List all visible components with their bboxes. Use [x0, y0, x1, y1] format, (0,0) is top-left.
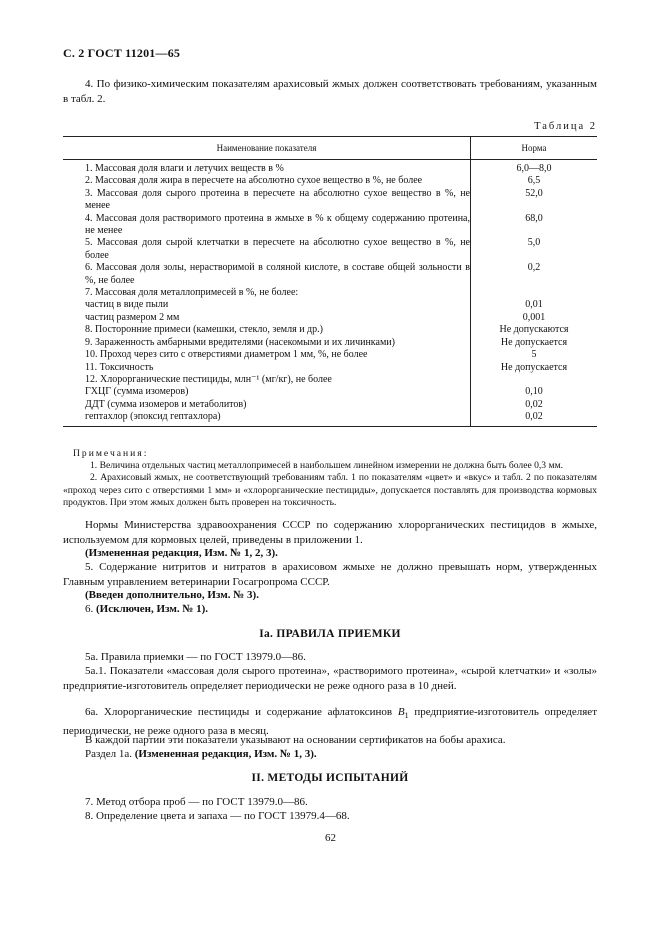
row-name: 12. Хлорорганические пестициды, млн⁻¹ (мг/кг), не более: [85, 373, 332, 385]
table-row: [63, 312, 597, 324]
paragraph-6a: 6а. Хлорорганические пестициды и содержание афлатоксинов $B_1$ предприятие-изготовитель определяет периодически, не реже одного раза в месяц.: [63, 706, 597, 737]
paragraph-5a1: 5а.1. Показатели «массовая доля сырого протеина», «растворимого протеина», «сырой клетчатки» и «золы» предприятие-изготовитель определяет периодически не реже одного раза в 10 дней.: [63, 665, 597, 692]
row-name: частиц в виде пыли: [85, 299, 169, 311]
section-heading-acceptance: Iа. ПРАВИЛА ПРИЕМКИ: [259, 628, 401, 640]
paragraph-5: 5. Содержание нитритов и нитратов в арахисовом жмыхе не должно превышать норм, утвержденных Главным управлением ветеринарии Госагропрома СССР.: [63, 561, 597, 588]
row-name: 3. Массовая доля сырого протеина в пересчете на абсолютно сухое вещество в %, не менее: [85, 187, 470, 212]
row-norm: 0,10: [525, 386, 543, 398]
amendment-note: (Введен дополнительно, Изм. № 3).: [85, 589, 259, 601]
table-row: [63, 337, 597, 349]
row-norm: Не допускается: [500, 361, 568, 373]
table-row: [63, 411, 597, 426]
table-row: [63, 237, 597, 262]
row-norm: 0,01: [525, 299, 543, 311]
certificate-paragraph: В каждой партии эти показатели указывают на основании сертификатов на бобы арахиса.: [85, 734, 506, 746]
row-name: 10. Проход через сито с отверстиями диаметром 1 мм, %, не более: [85, 349, 368, 361]
row-name: 5. Массовая доля сырой клетчатки в пересчете на абсолютно сухое вещество в %, не более: [85, 237, 470, 261]
note-1: 1. Величина отдельных частиц металлопримесей в наибольшем линейном измерении не должна быть более 0,3 мм.: [90, 460, 564, 472]
paragraph-6: 6. (Исключен, Изм. № 1).: [85, 603, 209, 615]
row-norm: [471, 287, 598, 299]
amendment-note: (Измененная редакция, Изм. № 1, 2, 3).: [85, 547, 278, 559]
row-norm: [471, 374, 598, 386]
requirements-table: [63, 136, 597, 427]
table-row: [63, 399, 597, 411]
row-name: 2. Массовая доля жира в пересчете на абсолютно сухое вещество в %, не более: [85, 175, 423, 187]
intro-paragraph: 4. По физико-химическим показателям арахисовый жмых должен соответствовать требованиям, указанным в табл. 2.: [63, 78, 597, 105]
row-norm: 52,0: [525, 187, 543, 199]
row-norm: 0,2: [527, 262, 541, 274]
table-header-row: [63, 137, 597, 160]
pesticide-norms-paragraph: Нормы Министерства здравоохранения СССР по содержанию хлорорганических пестицидов в жмыхе, используемом для кормовых целей, приведены в приложении 1.: [63, 519, 597, 546]
table-row: [63, 188, 597, 213]
section-amendment: Раздел 1а. (Измененная редакция, Изм. № 1, 3).: [85, 748, 317, 760]
row-norm: Не допускается: [500, 336, 568, 348]
note-2: 2. Арахисовый жмых, не соответствующий требованиям табл. 1 по показателям «цвет» и «вкус» и табл. 2 по показателям «проход через сито с отверстиями 1 мм» и «хлорорганические пестициды», допускается поставлять для производства кормовых продуктов. При этом жмых должен быть проверен на токсичность.: [63, 472, 597, 508]
table-row: [63, 374, 597, 386]
row-name: ДДТ (сумма изомеров и метаболитов): [85, 398, 247, 410]
row-norm: 68,0: [525, 212, 543, 224]
table-notes: [63, 448, 597, 509]
page-header: С. 2 ГОСТ 11201—65: [63, 46, 181, 60]
row-name: гептахлор (эпоксид гептахлора): [85, 411, 221, 423]
table-row: [63, 175, 597, 187]
row-name: ГХЦГ (сумма изомеров): [85, 386, 189, 398]
table-row: [63, 287, 597, 299]
table-row: [63, 213, 597, 238]
column-header-name: Наименование показателя: [63, 137, 471, 160]
column-header-norm: Норма: [471, 137, 598, 160]
row-norm: Не допускаются: [499, 324, 569, 336]
section-heading-methods: II. МЕТОДЫ ИСПЫТАНИЙ: [251, 772, 409, 784]
row-name: 1. Массовая доля влаги и летучих веществ в %: [85, 163, 284, 174]
row-name: 6. Массовая доля золы, нерастворимой в соляной кислоте, в составе общей зольности в %, не более: [85, 262, 470, 286]
table-row: [63, 262, 597, 287]
table-row: [63, 160, 597, 176]
table-row: [63, 349, 597, 361]
row-norm: 5,0: [527, 237, 541, 249]
row-name: 4. Массовая доля растворимого протеина в жмыхе в % к общему содержанию протеина, не менее: [85, 212, 470, 237]
row-name: 11. Токсичность: [85, 361, 154, 373]
paragraph-5a: 5а. Правила приемки — по ГОСТ 13979.0—86.: [85, 651, 306, 663]
table-row: [63, 324, 597, 336]
row-norm: 5: [531, 349, 537, 361]
row-name: частиц размером 2 мм: [85, 311, 180, 323]
row-norm: 6,0—8,0: [516, 163, 552, 174]
table-row: [63, 386, 597, 398]
row-name: 7. Массовая доля металлопримесей в %, не более:: [85, 287, 299, 299]
row-name: 8. Посторонние примеси (камешки, стекло, земля и др.): [85, 324, 323, 336]
paragraph-7: 7. Метод отбора проб — по ГОСТ 13979.0—86.: [85, 796, 308, 808]
table-row: [63, 362, 597, 374]
row-norm: 6,5: [527, 175, 541, 187]
row-norm: 0,02: [471, 411, 598, 426]
row-norm: 0,02: [525, 398, 543, 410]
row-name: 9. Зараженность амбарными вредителями (насекомыми и их личинками): [85, 336, 395, 348]
table-caption: Таблица 2: [534, 121, 597, 132]
table-row: [63, 299, 597, 311]
row-norm: 0,001: [522, 311, 546, 323]
paragraph-8: 8. Определение цвета и запаха — по ГОСТ 13979.4—68.: [85, 810, 350, 822]
notes-title: Примечания:: [73, 448, 149, 459]
page-number: 62: [325, 832, 336, 844]
